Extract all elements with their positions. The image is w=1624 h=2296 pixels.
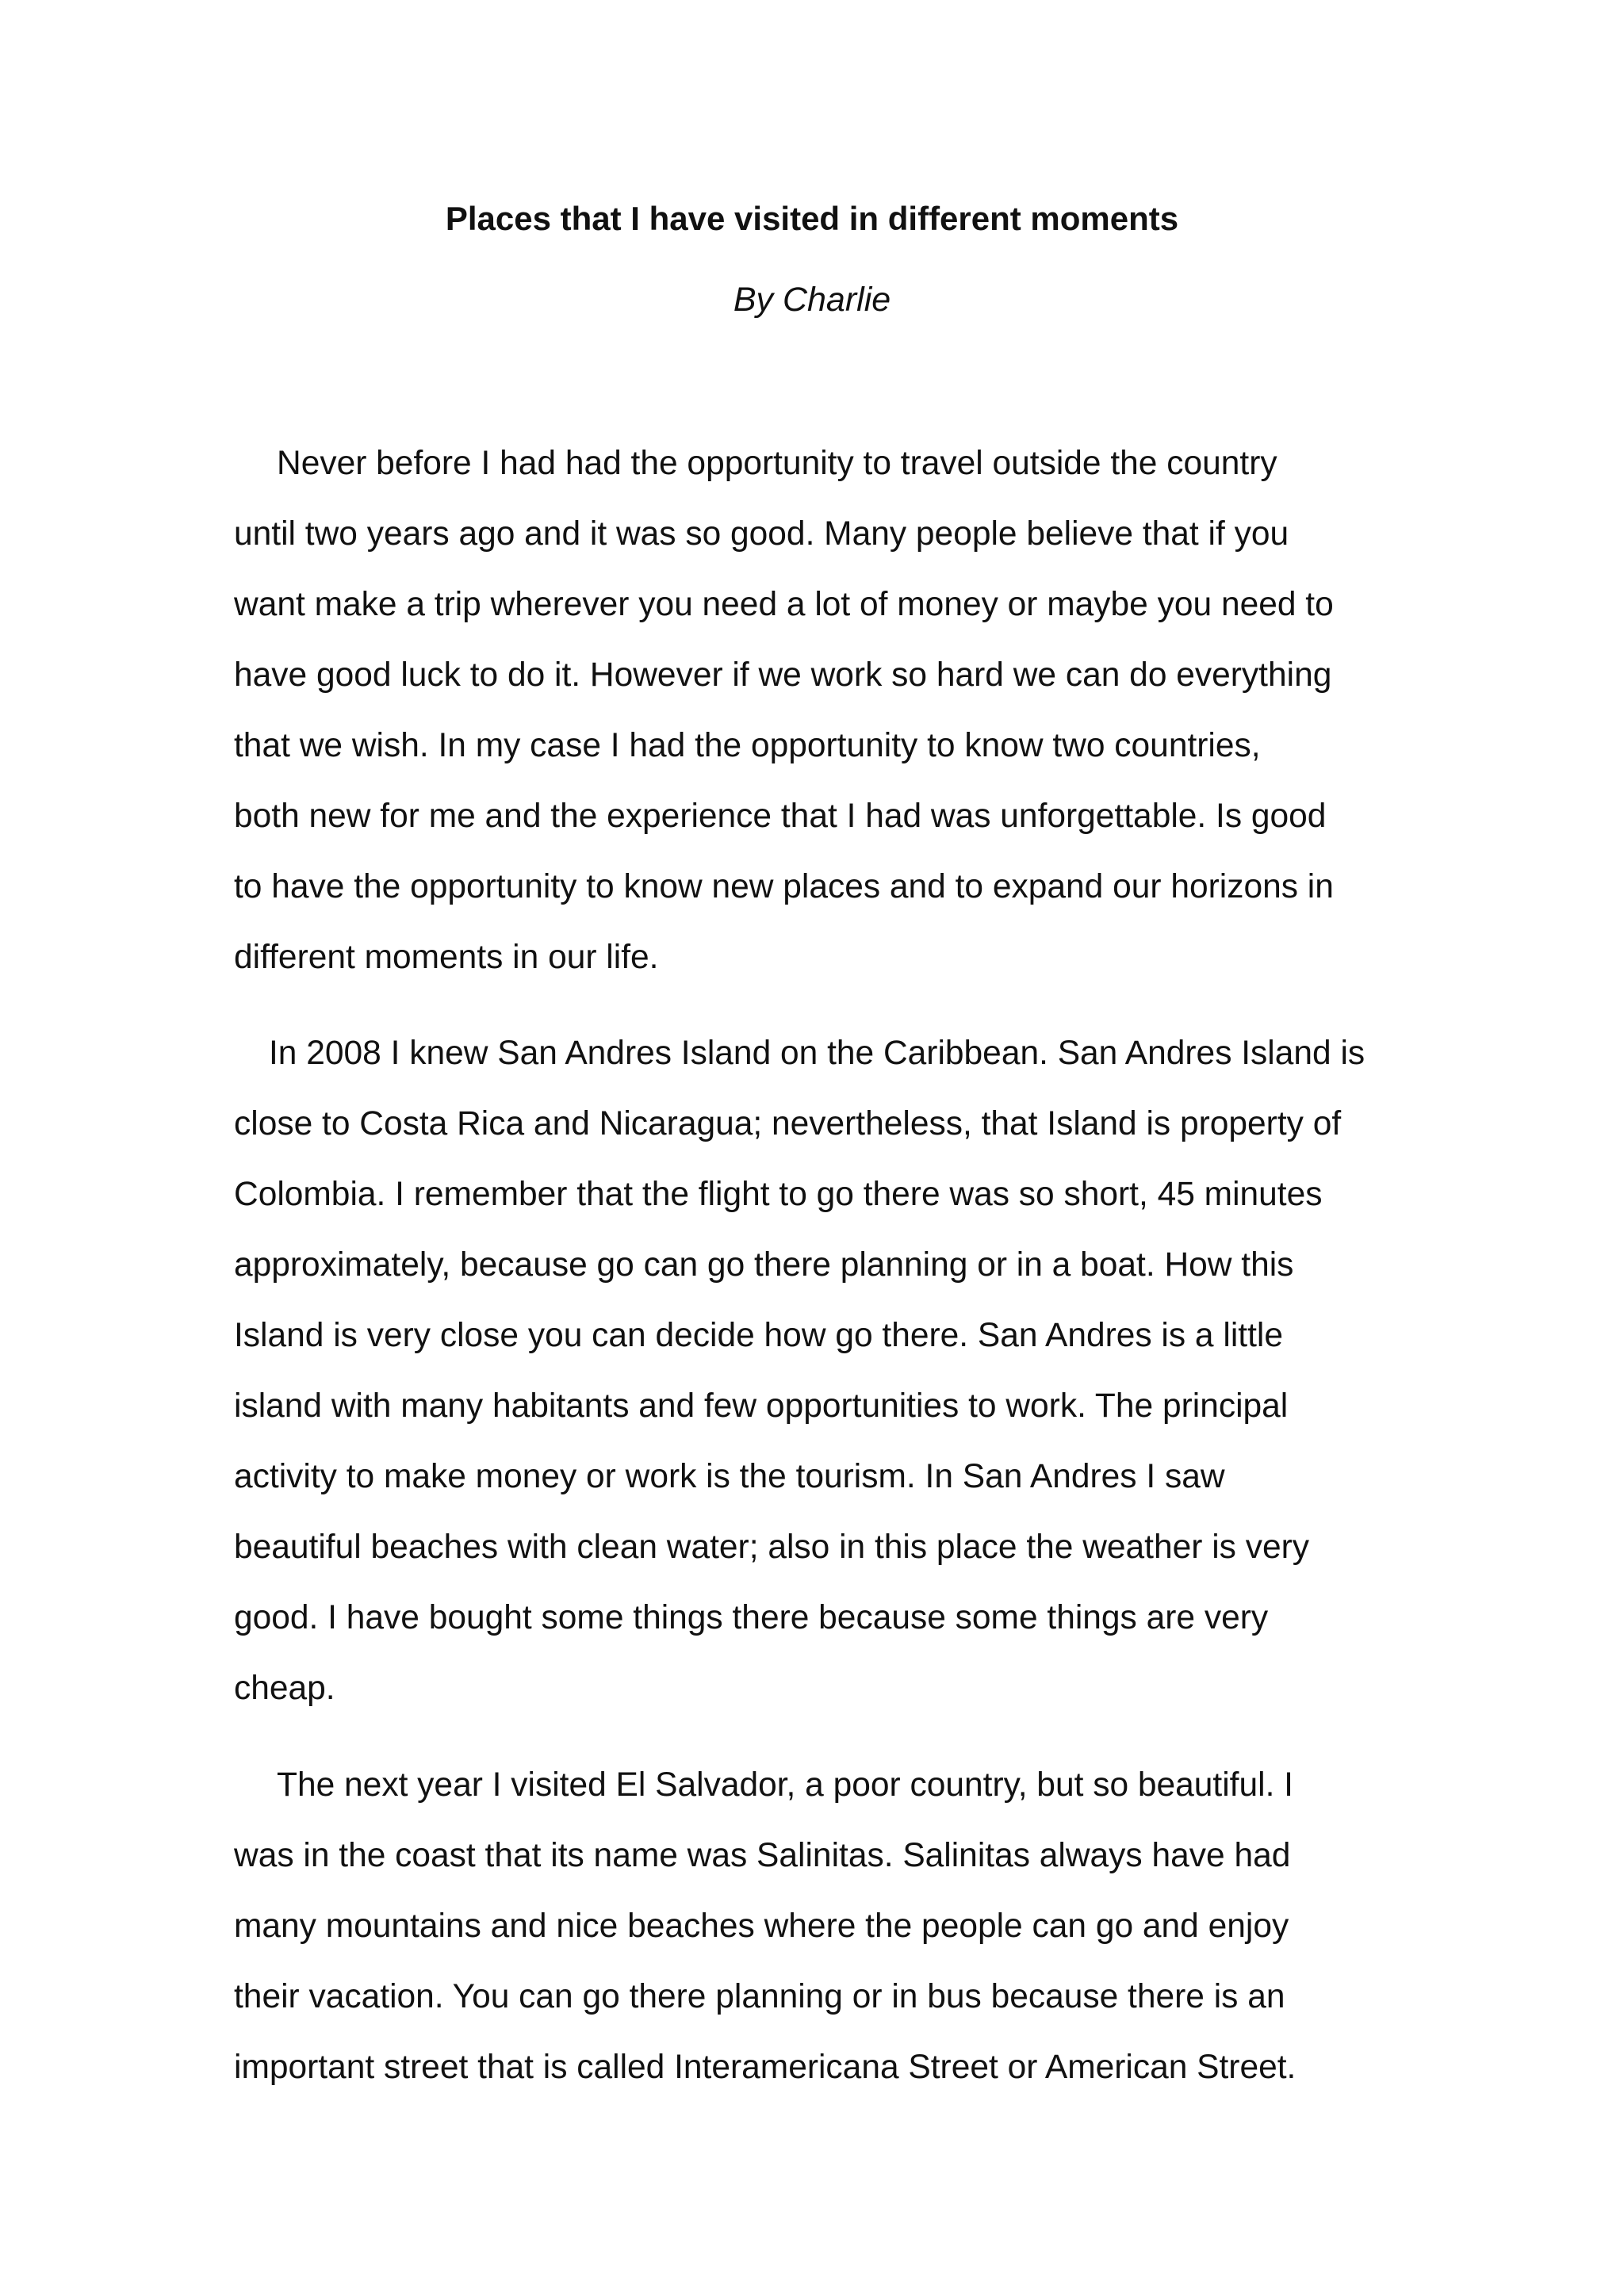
paragraph-1 — [234, 428, 1423, 993]
text-line: that we wish. In my case I had the opportunity to know two countries, — [234, 727, 1261, 764]
text-line: good. I have bought some things there because some things are very — [234, 1599, 1269, 1636]
text-line: different moments in our life. — [234, 939, 659, 976]
text-line: their vacation. You can go there planning or in bus because there is an — [234, 1978, 1285, 2015]
text-line: Never before I had had the opportunity to travel outside the country — [277, 445, 1277, 482]
text-line: many mountains and nice beaches where the people can go and enjoy — [234, 1908, 1289, 1945]
text-line: close to Costa Rica and Nicaragua; nevertheless, that Island is property of — [234, 1105, 1342, 1142]
text-line: Island is very close you can decide how go there. San Andres is a little — [234, 1317, 1283, 1354]
text-line: approximately, because go can go there planning or in a boat. How this — [234, 1246, 1294, 1284]
text-line: important street that is called Interamericana Street or American Street. — [234, 2049, 1297, 2086]
text-line: The next year I visited El Salvador, a poor country, but so beautiful. I — [277, 1766, 1293, 1804]
paragraph-2 — [234, 1018, 1423, 1724]
text-line: Colombia. I remember that the flight to go there was so short, 45 minutes — [234, 1176, 1323, 1213]
text-line: to have the opportunity to know new places and to expand our horizons in — [234, 868, 1334, 905]
text-line: have good luck to do it. However if we work so hard we can do everything — [234, 656, 1332, 694]
text-line: cheap. — [234, 1670, 335, 1707]
text-line: In 2008 I knew San Andres Island on the Caribbean. San Andres Island is — [269, 1035, 1365, 1072]
text-line: activity to make money or work is the tourism. In San Andres I saw — [234, 1458, 1225, 1495]
text-line: island with many habitants and few opportunities to work. The principal — [234, 1387, 1289, 1425]
text-line: beautiful beaches with clean water; also in this place the weather is very — [234, 1529, 1310, 1566]
paragraph-3 — [234, 1750, 1423, 2103]
document-title: Places that I have visited in different moments — [445, 200, 1179, 237]
document-byline: By Charlie — [733, 281, 891, 319]
text-line: both new for me and the experience that I had was unforgettable. Is good — [234, 798, 1327, 835]
text-line: was in the coast that its name was Salinitas. Salinitas always have had — [234, 1837, 1291, 1874]
text-line: want make a trip wherever you need a lot of money or maybe you need to — [234, 586, 1334, 623]
text-line: until two years ago and it was so good. Many people believe that if you — [234, 515, 1289, 553]
